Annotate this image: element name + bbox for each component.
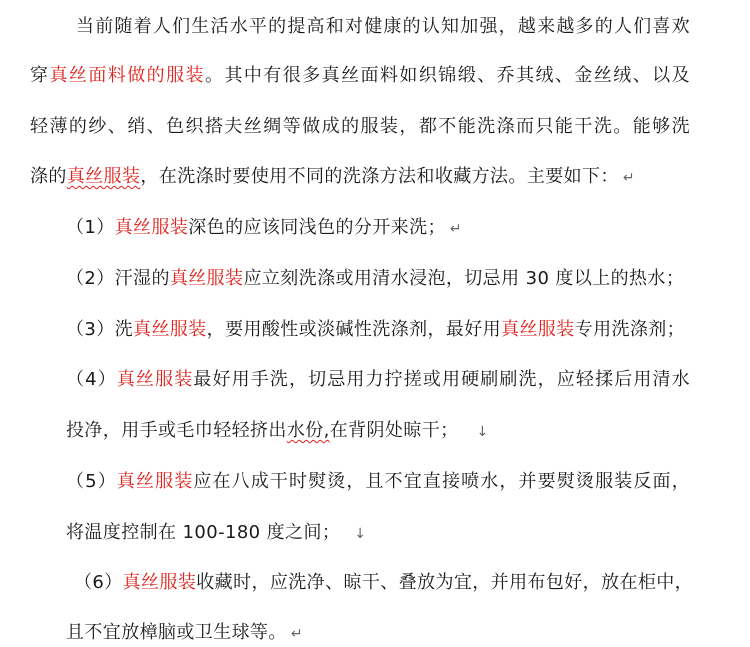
text: 涤的 — [30, 166, 67, 187]
text: 应立刻洗涤或用清水浸泡，切忌用 30 度以上的热水； — [243, 268, 685, 289]
text: 应在八成干时熨烫，且不宜直接喷水，并要熨烫服装反面， — [193, 471, 690, 492]
list-item-2 — [66, 266, 684, 292]
text: 当前随着人们生活水平的提高和对健康的认知加强，越来越多的人们喜欢 — [76, 16, 690, 37]
highlight-keyword: 真丝服装 — [116, 471, 194, 492]
intro-line-1 — [76, 14, 690, 40]
highlight-keyword: 真丝服装 — [66, 166, 141, 187]
list-item-6 — [74, 570, 694, 596]
text: ，要用酸性或淡碱性洗涤剂，最好用 — [206, 319, 502, 340]
text: （3）洗 — [66, 319, 134, 340]
text: 专用洗涤剂； — [574, 319, 686, 340]
text: 将温度控制在 100-180 度之间； — [66, 522, 341, 543]
list-item-1 — [66, 215, 462, 242]
text: 最好用手洗，切忌用力拧搓或用硬刷刷洗，应轻揉后用清水 — [193, 369, 690, 390]
paragraph-mark-icon: ↵ — [449, 221, 463, 237]
spellcheck-word: 水份, — [286, 420, 330, 441]
paragraph-mark-icon: ↵ — [290, 626, 303, 642]
highlight-keyword: 真丝服装 — [116, 369, 194, 390]
list-item-5 — [66, 469, 690, 495]
text: 收藏时，应洗净、晾干、叠放为宜，并用布包好，放在柜中， — [196, 572, 694, 593]
text: （2）汗湿的 — [66, 268, 170, 289]
text: 投净，用手或毛巾轻轻挤出 — [66, 420, 287, 441]
paragraph-mark-icon: ↵ — [622, 170, 635, 186]
line-break-icon: ↓ — [354, 526, 367, 542]
text: 穿 — [30, 65, 50, 86]
text: 在背阴处晾干； — [329, 420, 459, 441]
list-item-6-line-2 — [66, 620, 303, 647]
highlight-keyword: 真丝服装 — [501, 319, 575, 340]
text: ，在洗涤时要使用不同的洗涤方法和收藏方法。主要如下： — [140, 166, 619, 187]
item-number: （6） — [74, 572, 123, 593]
text: 深色的应该同浅色的分开来洗； — [188, 217, 446, 238]
list-item-3 — [66, 317, 685, 343]
list-item-4 — [66, 367, 690, 393]
text: 轻薄的纱、绡、色织搭夫丝绸等做成的服装，都不能洗涤而只能干洗。能够洗 — [30, 116, 690, 137]
highlight-keyword: 真丝服装 — [169, 268, 244, 289]
intro-line-2 — [30, 63, 690, 89]
text: 。其中有很多真丝面料如织锦缎、乔其绒、金丝绒、以及 — [205, 65, 691, 86]
item-number: （1） — [66, 217, 115, 238]
list-item-4-line-2 — [66, 418, 489, 445]
highlight-keyword: 真丝服装 — [133, 319, 207, 340]
item-number: （4） — [66, 369, 117, 390]
intro-line-4 — [30, 164, 635, 191]
highlight-keyword: 真丝服装 — [114, 217, 189, 238]
text: 且不宜放樟脑或卫生球等。 — [66, 622, 287, 643]
intro-line-3 — [30, 114, 690, 140]
highlight-keyword: 真丝面料做的服装 — [49, 65, 205, 86]
list-item-5-line-2 — [66, 520, 366, 547]
line-break-icon: ↓ — [476, 424, 489, 440]
item-number: （5） — [66, 471, 117, 492]
highlight-keyword: 真丝服装 — [122, 572, 197, 593]
